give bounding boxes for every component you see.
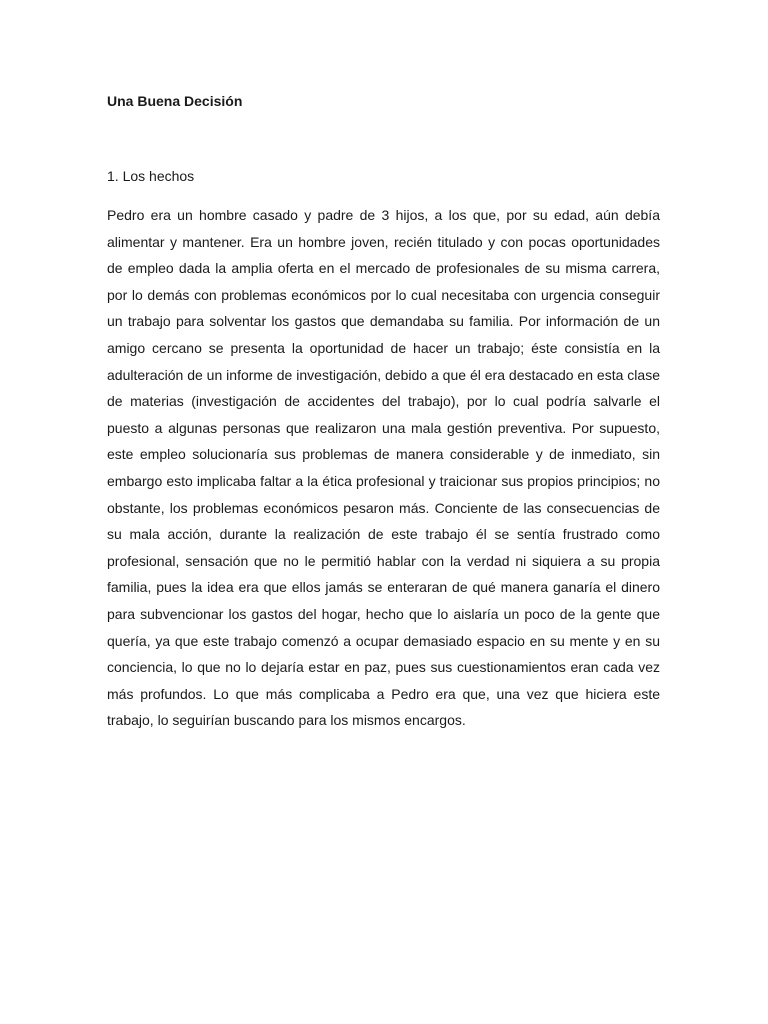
body-paragraph: Pedro era un hombre casado y padre de 3 hijos, a los que, por su edad, aún debía alimentar y mantener. Era un hombre joven, recién titulado y con pocas oportunidades de empleo dada la amplia oferta en el mercado de profesionales de su misma carrera, por lo demás con problemas económicos por lo cual necesitaba con urgencia conseguir un trabajo para solventar los gastos que demandaba su familia. Por información de un amigo cercano se presenta la oportunidad de hacer un trabajo; éste consistía en la adulteración de un informe de investigación, debido a que él era destacado en esta clase de materias (investigación de accidentes del trabajo), por lo cual podría salvarle el puesto a algunas personas que realizaron una mala gestión preventiva. Por supuesto, este empleo solucionaría sus problemas de manera considerable y de inmediato, sin embargo esto implicaba faltar a la ética profesional y traicionar sus propios principios; no obstante, los problemas económicos pesaron más. Conciente de las consecuencias de su mala acción, durante la realización de este trabajo él se sentía frustrado como profesional, sensación que no le permitió hablar con la verdad ni siquiera a su propia familia, pues la idea era que ellos jamás se enteraran de qué manera ganaría el dinero para subvencionar los gastos del hogar, hecho que lo aislaría un poco de la gente que quería, ya que este trabajo comenzó a ocupar demasiado espacio en su mente y en su conciencia, lo que no lo dejaría estar en paz, pues sus cuestionamientos eran cada vez más profundos. Lo que más complicaba a Pedro era que, una vez que hiciera este trabajo, lo seguirían buscando para los mismos encargos. xyxy=(107,207,660,729)
document-title: Una Buena Decisión xyxy=(107,93,243,109)
section-heading: 1. Los hechos xyxy=(107,168,195,184)
